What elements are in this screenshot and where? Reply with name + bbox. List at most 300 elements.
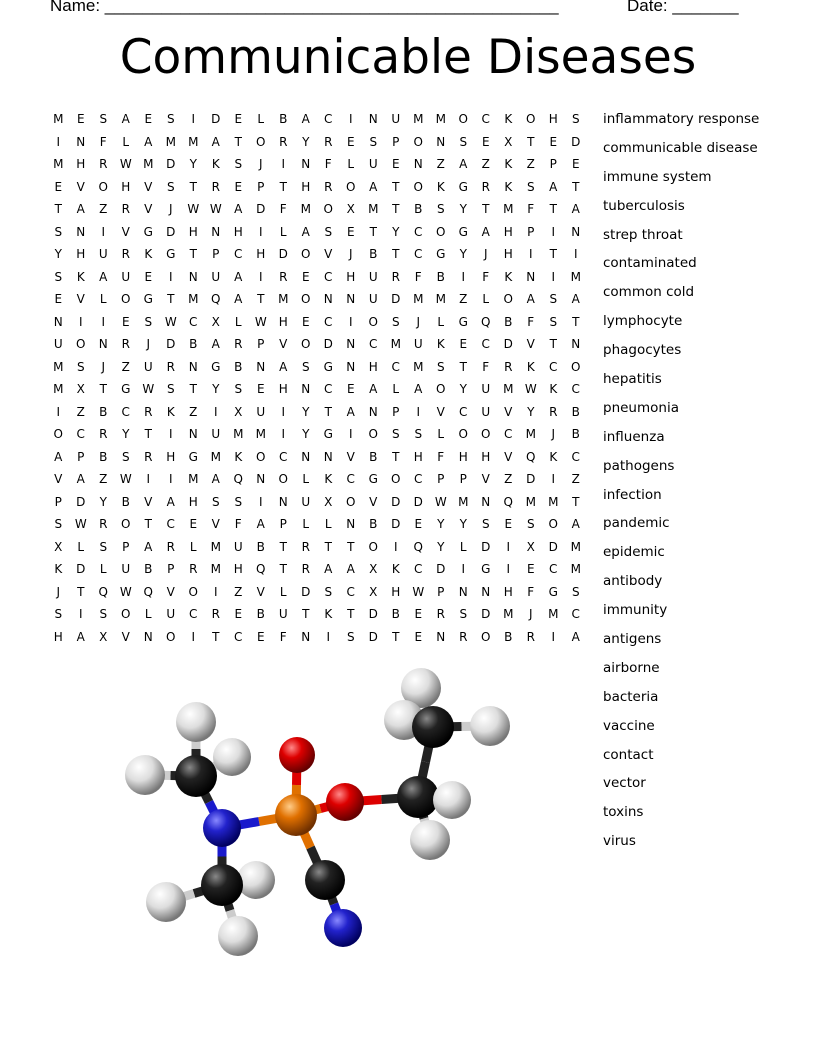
grid-letter: H [346, 269, 356, 284]
grid-letter: G [143, 224, 153, 239]
grid-letter: R [391, 269, 400, 284]
grid-letter: A [121, 112, 130, 126]
grid-letter: Q [211, 292, 221, 306]
grid-letter: O [256, 134, 266, 149]
grid-letter: A [144, 134, 153, 149]
grid-letter: S [54, 224, 63, 239]
grid-letter: O [346, 179, 356, 194]
grid-letter: A [54, 449, 63, 464]
grid-letter: N [481, 584, 491, 599]
grid-letter: C [571, 382, 580, 396]
grid-letter: S [481, 517, 490, 531]
grid-letter: U [53, 337, 63, 351]
grid-letter: W [74, 517, 87, 531]
grid-letter: A [481, 224, 490, 239]
grid-letter: M [435, 112, 446, 126]
grid-letter: X [211, 314, 220, 329]
grid-letter: W [187, 202, 200, 216]
grid-letter: E [526, 562, 535, 576]
grid-letter: I [506, 539, 511, 554]
word-list-item: contaminated [603, 255, 697, 272]
grid-letter: S [166, 179, 175, 194]
grid-letter: J [258, 157, 263, 171]
grid-letter: T [527, 134, 535, 149]
grid-letter: O [436, 224, 446, 239]
grid-letter: N [323, 449, 333, 464]
grid-letter: M [548, 607, 559, 621]
grid-letter: W [164, 314, 177, 329]
grid-letter: T [549, 337, 557, 351]
grid-letter: U [368, 269, 378, 284]
grid-letter: V [144, 202, 153, 216]
grid-letter: V [504, 404, 513, 419]
grid-letter: Z [526, 157, 535, 171]
grid-letter: A [76, 202, 85, 216]
grid-letter: L [257, 112, 265, 126]
grid-letter: M [435, 292, 446, 306]
grid-letter: C [166, 517, 175, 531]
grid-letter: X [324, 494, 333, 509]
grid-letter: Y [54, 247, 62, 261]
grid-letter: Z [481, 157, 490, 171]
grid-letter: Y [459, 517, 467, 531]
word-list-item: influenza [603, 428, 665, 445]
page-title: Communicable Diseases [119, 30, 697, 85]
grid-letter: L [77, 539, 85, 554]
grid-letter: U [301, 494, 311, 509]
grid-letter: I [146, 472, 151, 486]
grid-letter: N [323, 292, 333, 306]
grid-letter: Q [526, 449, 536, 464]
hydrogen-atom [410, 820, 450, 860]
grid-letter: Q [98, 584, 108, 599]
grid-letter: T [279, 539, 287, 554]
grid-letter: A [211, 337, 220, 351]
grid-letter: S [99, 607, 108, 621]
grid-letter: S [54, 607, 63, 621]
grid-letter: F [482, 269, 490, 284]
grid-letter: A [571, 202, 580, 216]
grid-letter: D [481, 539, 491, 554]
grid-letter: O [436, 382, 446, 396]
grid-letter: O [121, 517, 131, 531]
grid-letter: Z [189, 404, 198, 419]
grid-letter: B [369, 247, 378, 261]
grid-letter: O [458, 427, 468, 441]
grid-letter: D [301, 584, 311, 599]
grid-letter: O [121, 607, 131, 621]
grid-letter: E [549, 134, 558, 149]
grid-letter: M [300, 202, 311, 216]
grid-letter: C [346, 584, 355, 599]
grid-letter: R [549, 404, 558, 419]
grid-letter: A [144, 539, 153, 554]
grid-letter: I [101, 224, 106, 239]
grid-letter: X [76, 382, 85, 396]
grid-letter: N [368, 112, 378, 126]
grid-letter: M [188, 472, 199, 486]
grid-letter: O [166, 629, 176, 644]
grid-letter: J [551, 427, 556, 441]
grid-letter: N [481, 494, 491, 509]
grid-letter: V [346, 449, 355, 464]
grid-letter: O [503, 292, 513, 306]
grid-letter: B [571, 427, 580, 441]
grid-letter: C [234, 629, 243, 644]
grid-letter: G [323, 359, 333, 374]
grid-letter: N [526, 269, 536, 284]
grid-letter: A [301, 224, 310, 239]
grid-letter: T [257, 292, 265, 306]
grid-letter: G [188, 449, 198, 464]
grid-letter: Z [234, 584, 243, 599]
grid-letter: T [459, 359, 467, 374]
grid-letter: L [279, 584, 287, 599]
grid-letter: O [76, 337, 86, 351]
grid-letter: R [234, 337, 243, 351]
grid-letter: N [413, 157, 423, 171]
grid-letter: F [437, 449, 445, 464]
grid-letter: B [121, 494, 130, 509]
grid-letter: U [256, 404, 266, 419]
grid-letter: L [482, 292, 490, 306]
grid-letter: L [347, 157, 355, 171]
grid-letter: S [549, 314, 558, 329]
grid-letter: V [76, 292, 85, 306]
grid-letter: I [191, 112, 196, 126]
grid-letter: D [368, 607, 378, 621]
grid-letter: E [234, 112, 243, 126]
grid-letter: M [255, 427, 266, 441]
grid-letter: M [548, 494, 559, 509]
grid-letter: Y [212, 382, 220, 396]
grid-letter: A [549, 179, 558, 194]
grid-letter: F [414, 269, 422, 284]
grid-letter: A [234, 292, 243, 306]
grid-letter: O [301, 337, 311, 351]
grid-letter: T [392, 179, 400, 194]
grid-letter: V [54, 472, 63, 486]
grid-letter: T [144, 427, 152, 441]
grid-letter: N [458, 584, 468, 599]
grid-letter: U [211, 269, 221, 284]
grid-letter: S [369, 134, 378, 149]
grid-letter: C [324, 112, 333, 126]
grid-letter: O [368, 427, 378, 441]
grid-letter: I [168, 427, 173, 441]
grid-letter: I [326, 629, 331, 644]
grid-letter: D [278, 247, 288, 261]
grid-letter: X [369, 584, 378, 599]
grid-letter: B [571, 404, 580, 419]
nitrogen-atom [324, 909, 362, 947]
grid-letter: T [549, 202, 557, 216]
grid-letter: M [188, 134, 199, 149]
grid-letter: H [53, 629, 63, 644]
grid-letter: V [166, 584, 175, 599]
grid-letter: E [301, 269, 310, 284]
grid-letter: D [323, 337, 333, 351]
grid-letter: B [144, 562, 153, 576]
grid-letter: C [189, 607, 198, 621]
grid-letter: D [391, 494, 401, 509]
grid-letter: H [458, 449, 468, 464]
grid-letter: R [121, 202, 130, 216]
grid-letter: E [256, 382, 265, 396]
grid-letter: Q [233, 472, 243, 486]
grid-letter: R [324, 179, 333, 194]
word-list-item: hepatitis [603, 371, 662, 388]
grid-letter: O [413, 179, 423, 194]
grid-letter: J [483, 247, 488, 261]
grid-letter: P [527, 224, 535, 239]
grid-letter: N [188, 269, 198, 284]
word-list-item: pathogens [603, 457, 675, 474]
grid-letter: F [527, 314, 535, 329]
grid-letter: L [234, 314, 242, 329]
grid-letter: V [121, 224, 130, 239]
grid-letter: G [323, 427, 333, 441]
grid-letter: M [525, 427, 536, 441]
grid-letter: O [481, 427, 491, 441]
grid-letter: B [436, 269, 445, 284]
grid-letter: I [281, 427, 286, 441]
grid-letter: Y [459, 202, 467, 216]
grid-letter: O [391, 472, 401, 486]
grid-letter: K [504, 269, 513, 284]
carbon-atom [201, 864, 243, 906]
hydrogen-atom [176, 702, 216, 742]
grid-letter: O [323, 202, 333, 216]
hydrogen-atom [213, 738, 251, 776]
grid-letter: M [53, 359, 64, 374]
grid-letter: S [526, 179, 535, 194]
grid-letter: W [209, 202, 222, 216]
grid-letter: Q [503, 494, 513, 509]
grid-letter: H [76, 157, 86, 171]
grid-letter: S [391, 314, 400, 329]
grid-letter: M [390, 337, 401, 351]
grid-letter: I [78, 607, 83, 621]
grid-letter: T [279, 562, 287, 576]
grid-letter: D [211, 112, 221, 126]
grid-letter: E [54, 292, 63, 306]
grid-letter: J [348, 247, 353, 261]
grid-letter: I [461, 562, 466, 576]
grid-letter: L [99, 562, 107, 576]
grid-letter: I [191, 629, 196, 644]
grid-letter: M [413, 112, 424, 126]
grid-letter: U [368, 157, 378, 171]
grid-letter: H [503, 247, 513, 261]
grid-letter: H [121, 179, 131, 194]
grid-letter: T [54, 202, 62, 216]
grid-letter: K [76, 269, 85, 284]
grid-letter: R [166, 539, 175, 554]
grid-letter: N [188, 359, 198, 374]
grid-letter: G [458, 179, 468, 194]
grid-letter: G [121, 382, 131, 396]
grid-letter: C [279, 449, 288, 464]
grid-letter: H [368, 359, 378, 374]
word-list-item: inflammatory response [603, 111, 760, 127]
grid-letter: E [121, 314, 130, 329]
word-list-item: virus [603, 833, 636, 850]
grid-letter: C [481, 337, 490, 351]
grid-letter: W [119, 584, 132, 599]
grid-letter: P [54, 494, 62, 509]
grid-letter: R [459, 629, 468, 644]
grid-letter: O [526, 112, 536, 126]
grid-letter: N [346, 337, 356, 351]
grid-letter: R [189, 562, 198, 576]
grid-letter: O [548, 517, 558, 531]
grid-letter: O [368, 314, 378, 329]
grid-letter: U [368, 292, 378, 306]
word-list-item: pneumonia [603, 399, 679, 416]
grid-letter: A [324, 562, 333, 576]
grid-letter: B [504, 314, 513, 329]
grid-letter: A [346, 404, 355, 419]
grid-letter: T [234, 134, 242, 149]
grid-letter: D [166, 157, 176, 171]
grid-letter: T [144, 517, 152, 531]
grid-letter: E [144, 269, 153, 284]
grid-letter: O [413, 134, 423, 149]
grid-letter: I [573, 247, 578, 261]
grid-letter: B [414, 202, 423, 216]
grid-letter: C [414, 562, 423, 576]
grid-letter: I [393, 539, 398, 554]
word-list-item: phagocytes [603, 342, 682, 359]
grid-letter: X [54, 539, 63, 554]
grid-letter: T [392, 449, 400, 464]
grid-letter: J [146, 337, 151, 351]
grid-letter: T [347, 539, 355, 554]
grid-letter: S [166, 112, 175, 126]
grid-letter: B [369, 517, 378, 531]
grid-letter: C [76, 427, 85, 441]
grid-letter: A [279, 359, 288, 374]
grid-letter: T [572, 179, 580, 194]
grid-letter: J [416, 314, 421, 329]
grid-letter: I [348, 314, 353, 329]
grid-letter: Z [436, 157, 445, 171]
grid-letter: V [436, 404, 445, 419]
grid-letter: A [234, 202, 243, 216]
grid-letter: Y [527, 404, 535, 419]
grid-letter: M [570, 562, 581, 576]
oxygen-atom [326, 783, 364, 821]
grid-letter: W [142, 382, 155, 396]
grid-letter: N [98, 337, 108, 351]
oxygen-atom [279, 737, 315, 773]
grid-letter: S [459, 134, 468, 149]
grid-letter: N [76, 134, 86, 149]
grid-letter: O [458, 112, 468, 126]
grid-letter: U [98, 247, 108, 261]
grid-letter: I [56, 404, 61, 419]
grid-letter: Z [76, 404, 85, 419]
grid-letter: F [279, 629, 287, 644]
grid-letter: S [234, 494, 243, 509]
word-list-item: toxins [603, 804, 644, 821]
grid-letter: P [279, 517, 287, 531]
grid-letter: I [168, 472, 173, 486]
grid-letter: A [211, 134, 220, 149]
grid-letter: I [348, 112, 353, 126]
grid-letter: M [503, 382, 514, 396]
grid-letter: D [436, 562, 446, 576]
grid-letter: H [278, 382, 288, 396]
grid-letter: M [188, 292, 199, 306]
grid-letter: V [324, 247, 333, 261]
grid-letter: G [211, 359, 221, 374]
grid-letter: E [571, 157, 580, 171]
grid-letter: Q [413, 539, 423, 554]
grid-letter: F [234, 517, 242, 531]
grid-letter: D [391, 292, 401, 306]
grid-letter: P [392, 134, 400, 149]
grid-letter: S [144, 314, 153, 329]
grid-letter: E [144, 112, 153, 126]
grid-letter: C [234, 247, 243, 261]
grid-letter: D [166, 224, 176, 239]
grid-letter: R [324, 134, 333, 149]
grid-letter: Q [256, 562, 266, 576]
grid-letter: V [121, 629, 130, 644]
grid-letter: C [324, 269, 333, 284]
grid-letter: F [527, 584, 535, 599]
grid-letter: T [572, 314, 580, 329]
grid-letter: D [76, 562, 86, 576]
grid-letter: T [77, 584, 85, 599]
grid-letter: M [525, 494, 536, 509]
word-list-item: common cold [603, 284, 695, 301]
grid-letter: M [53, 112, 64, 126]
grid-letter: I [78, 314, 83, 329]
grid-letter: W [434, 494, 447, 509]
grid-letter: G [143, 292, 153, 306]
grid-letter: C [324, 382, 333, 396]
word-list-item: antigens [603, 631, 662, 648]
grid-letter: S [234, 382, 243, 396]
grid-letter: N [211, 224, 221, 239]
grid-letter: I [551, 269, 556, 284]
grid-letter: S [549, 292, 558, 306]
grid-letter: M [570, 539, 581, 554]
grid-letter: A [526, 292, 535, 306]
grid-letter: L [302, 517, 310, 531]
grid-letter: T [392, 629, 400, 644]
grid-letter: C [571, 449, 580, 464]
grid-letter: S [436, 202, 445, 216]
grid-letter: V [76, 179, 85, 194]
grid-letter: I [213, 584, 218, 599]
grid-letter: E [234, 607, 243, 621]
grid-letter: L [279, 224, 287, 239]
grid-letter: G [436, 247, 446, 261]
grid-letter: K [324, 472, 333, 486]
grid-letter: A [166, 494, 175, 509]
grid-letter: H [503, 584, 513, 599]
grid-letter: I [551, 629, 556, 644]
grid-letter: H [233, 224, 243, 239]
grid-letter: R [99, 427, 108, 441]
grid-letter: I [168, 269, 173, 284]
word-list-item: lymphocyte [603, 313, 683, 330]
grid-letter: T [392, 247, 400, 261]
